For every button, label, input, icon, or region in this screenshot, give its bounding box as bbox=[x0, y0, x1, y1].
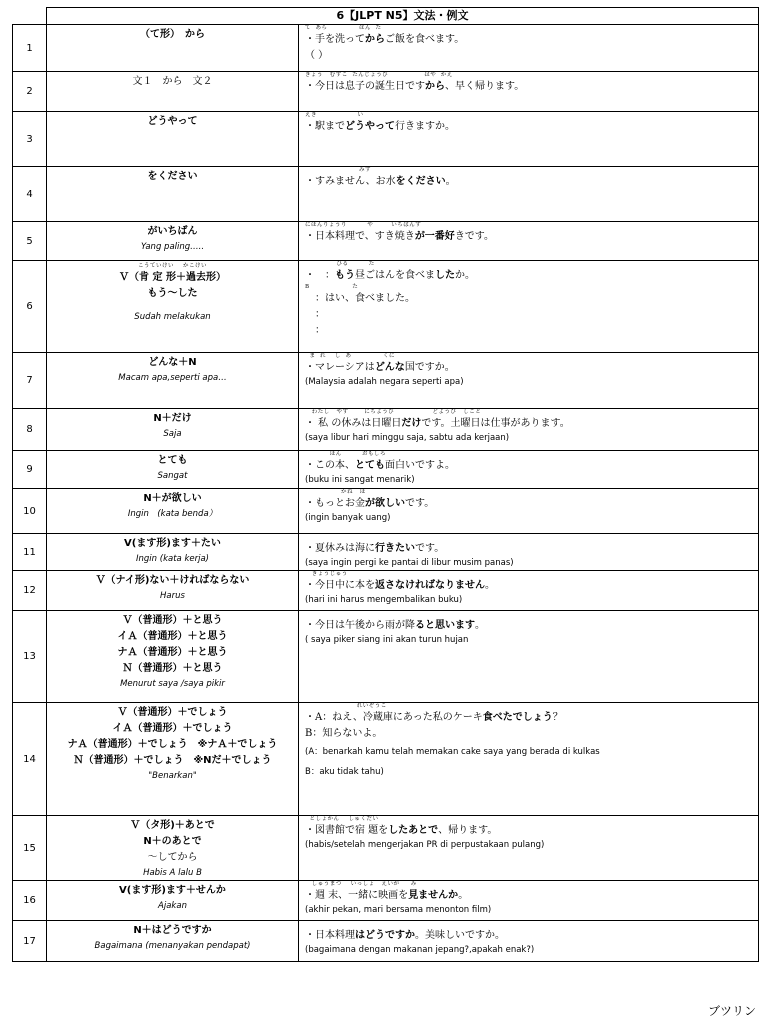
grammar-pattern: Ｖ（普通形）＋と思う bbox=[122, 615, 223, 626]
grammar-meaning: Bagaimana (menanyakan pendapat) bbox=[94, 941, 251, 951]
grammar-pattern: どうやって bbox=[147, 116, 198, 127]
grammar-pattern: をください bbox=[147, 171, 198, 182]
example-text: 。 bbox=[485, 580, 495, 591]
grammar-cell bbox=[47, 112, 299, 167]
grammar-cell bbox=[47, 222, 299, 261]
example-cell bbox=[299, 816, 759, 881]
example-furigana bbox=[305, 921, 758, 928]
grammar-cell bbox=[47, 261, 299, 353]
table-row bbox=[13, 489, 759, 534]
example-sentence bbox=[305, 79, 758, 95]
grammar-pattern: とても bbox=[157, 455, 188, 466]
example-text: 、早く帰ります。 bbox=[445, 81, 525, 92]
example-sentence bbox=[305, 823, 758, 839]
example-cell bbox=[299, 451, 759, 489]
table-row bbox=[13, 534, 759, 571]
grammar-meaning: Sudah melakukan bbox=[134, 312, 211, 322]
example-sentence bbox=[305, 416, 758, 432]
example-furigana: ま れ し あ くに bbox=[305, 353, 395, 359]
example-text: ・A：ねえ、冷蔵庫にあった私のケーキ bbox=[305, 712, 483, 723]
author-signature: ブツリン bbox=[707, 1004, 756, 1018]
example-text: 。 bbox=[475, 620, 485, 631]
example-text: きです。 bbox=[454, 231, 495, 242]
example-highlight: から bbox=[425, 81, 445, 92]
grammar-pattern: Ｖ（肯 定 形＋過去形） bbox=[119, 272, 226, 283]
example-cell bbox=[299, 409, 759, 451]
example-sentence bbox=[305, 268, 758, 284]
row-number: 3 bbox=[13, 112, 47, 167]
example-text: ・今日中に本を bbox=[305, 580, 375, 591]
grammar-cell bbox=[47, 703, 299, 816]
grammar-cell bbox=[47, 816, 299, 881]
example-text: 。美味しいですか。 bbox=[415, 930, 505, 941]
grammar-pattern: （て形） から bbox=[140, 29, 205, 40]
example-text: ・駅まで bbox=[305, 121, 345, 132]
example-text: ？ bbox=[552, 712, 563, 723]
row-number: 16 bbox=[13, 881, 47, 921]
table-row bbox=[13, 112, 759, 167]
example-translation: (ingin banyak uang) bbox=[305, 513, 391, 523]
example-extra-line: ： bbox=[305, 325, 325, 336]
example-furigana: ほん おもしろ bbox=[305, 451, 386, 457]
example-sentence bbox=[305, 710, 758, 726]
row-number: 17 bbox=[13, 921, 47, 962]
example-translation: B：aku tidak tahu) bbox=[305, 767, 384, 777]
example-extra-line: （ ） bbox=[305, 50, 329, 61]
example-sentence bbox=[305, 229, 758, 245]
example-furigana: にほんりょうり や いちばんす bbox=[305, 222, 422, 228]
grammar-pattern: Ｖ（ナイ形)ない＋ければならない bbox=[95, 575, 250, 586]
example-translation: (habis/setelah mengerjakan PR di perpustakaan pulang) bbox=[305, 840, 545, 850]
grammar-pattern: もう～した bbox=[147, 288, 198, 299]
example-highlight: 行きたい bbox=[375, 543, 415, 554]
row-number: 12 bbox=[13, 571, 47, 611]
grammar-meaning: Macam apa,seperti apa… bbox=[118, 373, 227, 383]
example-sentence bbox=[305, 119, 758, 135]
example-text: ご飯を食べます。 bbox=[385, 34, 465, 45]
sheet-title: 6【JLPT N5】文法・例文 bbox=[47, 8, 759, 25]
example-translation: (akhir pekan, mari bersama menonton film) bbox=[305, 905, 492, 915]
grammar-meaning: Yang paling….. bbox=[140, 242, 205, 252]
table-row bbox=[13, 167, 759, 222]
grammar-cell bbox=[47, 409, 299, 451]
grammar-meaning: Sangat bbox=[157, 471, 188, 481]
grammar-pattern: がいちばん bbox=[147, 226, 198, 237]
grammar-cell bbox=[47, 489, 299, 534]
example-text: ・日本料理 bbox=[305, 930, 355, 941]
row-number: 15 bbox=[13, 816, 47, 881]
table-row bbox=[13, 881, 759, 921]
grammar-meaning: Ingin (kata kerja) bbox=[136, 554, 209, 564]
example-text: ・夏休みは海に bbox=[305, 543, 375, 554]
example-translation: (Malaysia adalah negara seperti apa) bbox=[305, 377, 464, 387]
example-text: 。 bbox=[445, 176, 456, 187]
example-text: 国ですか。 bbox=[404, 362, 455, 373]
example-translation: (saya libur hari minggu saja, sabtu ada kerjaan) bbox=[305, 433, 510, 443]
row-number: 6 bbox=[13, 261, 47, 353]
row-number: 1 bbox=[13, 25, 47, 72]
example-extra-line: B た bbox=[305, 284, 359, 290]
example-highlight: ると思います bbox=[415, 620, 475, 631]
example-furigana: きょう むすこ たんじょうび はや かえ bbox=[305, 72, 453, 78]
table-row bbox=[13, 72, 759, 112]
example-text: ・図書館で宿 題を bbox=[305, 825, 389, 836]
row-number: 14 bbox=[13, 703, 47, 816]
example-cell bbox=[299, 489, 759, 534]
example-furigana: ひる た bbox=[305, 261, 375, 267]
example-highlight: とても bbox=[355, 460, 385, 471]
row-number: 5 bbox=[13, 222, 47, 261]
table-row bbox=[13, 921, 759, 962]
table-row bbox=[13, 261, 759, 353]
example-text: 、帰ります。 bbox=[438, 825, 498, 836]
example-furigana: みず bbox=[305, 167, 371, 173]
example-text: か。 bbox=[455, 270, 475, 281]
example-cell bbox=[299, 921, 759, 962]
example-furigana: れいぞうこ bbox=[305, 703, 387, 709]
example-cell bbox=[299, 571, 759, 611]
example-furigana bbox=[305, 534, 758, 541]
grammar-pattern: N＋のあとで bbox=[143, 836, 202, 847]
example-cell bbox=[299, 703, 759, 816]
example-sentence bbox=[305, 32, 758, 48]
example-furigana: かね ほ bbox=[305, 489, 366, 495]
grammar-pattern: Ｎ（普通形）＋でしょう ※Nだ＋でしょう bbox=[73, 755, 272, 766]
example-text: ・すみません、お水 bbox=[305, 176, 396, 187]
example-cell bbox=[299, 611, 759, 703]
example-text: ・週 末、一緒に映画を bbox=[305, 890, 409, 901]
example-sentence bbox=[305, 360, 758, 376]
example-text: です。 bbox=[405, 498, 435, 509]
table-row bbox=[13, 816, 759, 881]
row-number: 7 bbox=[13, 353, 47, 409]
example-text: 行きますか。 bbox=[395, 121, 455, 132]
example-text: 面白いですよ。 bbox=[385, 460, 455, 471]
example-extra-line: B：知らないよ。 bbox=[305, 728, 383, 739]
example-translation: (saya ingin pergi ke pantai di libur musim panas) bbox=[305, 558, 514, 568]
example-text: です。 bbox=[415, 543, 445, 554]
grammar-pattern: V(ます形)ます＋たい bbox=[124, 538, 221, 549]
example-highlight: 返さなければなりません bbox=[375, 580, 485, 591]
grammar-cell bbox=[47, 25, 299, 72]
grammar-table bbox=[12, 7, 759, 962]
title-row bbox=[13, 8, 759, 25]
grammar-cell bbox=[47, 571, 299, 611]
grammar-meaning: Harus bbox=[160, 591, 185, 601]
example-translation: (buku ini sangat menarik) bbox=[305, 475, 415, 485]
grammar-cell bbox=[47, 881, 299, 921]
grammar-pattern: Ｖ（普通形）＋でしょう bbox=[117, 707, 228, 718]
example-highlight: した bbox=[435, 270, 455, 281]
example-highlight: もう bbox=[335, 270, 355, 281]
grammar-pattern: 文１ から 文２ bbox=[132, 76, 213, 87]
table-row bbox=[13, 571, 759, 611]
grammar-cell bbox=[47, 451, 299, 489]
example-translation: ( saya piker siang ini akan turun hujan bbox=[305, 635, 469, 645]
example-cell bbox=[299, 222, 759, 261]
example-extra-line: ：はい、食べました。 bbox=[305, 293, 415, 304]
example-text: です。土曜日は仕事があります。 bbox=[421, 418, 570, 429]
row-number: 11 bbox=[13, 534, 47, 571]
example-highlight: どうやって bbox=[345, 121, 395, 132]
grammar-cell bbox=[47, 611, 299, 703]
table-row bbox=[13, 451, 759, 489]
example-text: ・今日は午後から雨が降 bbox=[305, 620, 415, 631]
example-sentence bbox=[305, 618, 758, 634]
example-furigana bbox=[305, 611, 758, 618]
example-text: ・マレーシアは bbox=[305, 362, 375, 373]
table-row bbox=[13, 222, 759, 261]
example-translation: (bagaimana dengan makanan jepang?,apakah enak?) bbox=[305, 945, 535, 955]
example-text: ・ ： bbox=[305, 270, 335, 281]
example-cell bbox=[299, 353, 759, 409]
example-furigana: えき い bbox=[305, 112, 364, 118]
row-number: 4 bbox=[13, 167, 47, 222]
example-cell bbox=[299, 72, 759, 112]
example-highlight: が一番好 bbox=[414, 231, 455, 242]
grammar-pattern: ナＡ（普通形）＋でしょう ※ナＡ＋でしょう bbox=[67, 739, 278, 750]
example-sentence bbox=[305, 928, 758, 944]
row-number: 2 bbox=[13, 72, 47, 112]
example-furigana: しゅうまつ いっしょ えいが み bbox=[305, 881, 417, 887]
example-sentence bbox=[305, 888, 758, 904]
grammar-cell bbox=[47, 921, 299, 962]
example-text: ・日本料理で、すき焼き bbox=[305, 231, 415, 242]
grammar-cell bbox=[47, 167, 299, 222]
grammar-cell bbox=[47, 534, 299, 571]
table-row bbox=[13, 703, 759, 816]
grammar-pattern: イＡ（普通形）＋でしょう bbox=[112, 723, 233, 734]
example-highlight: から bbox=[365, 34, 385, 45]
example-translation: (A：benarkah kamu telah memakan cake saya yang berada di kulkas bbox=[305, 747, 600, 757]
row-number: 9 bbox=[13, 451, 47, 489]
example-cell bbox=[299, 534, 759, 571]
grammar-pattern: どんな＋N bbox=[148, 357, 197, 368]
example-text: 。 bbox=[458, 890, 469, 901]
example-text: ・この本、 bbox=[305, 460, 355, 471]
example-cell bbox=[299, 112, 759, 167]
table-row bbox=[13, 25, 759, 72]
grammar-meaning: Habis A lalu B bbox=[143, 868, 202, 878]
grammar-pattern: Ｖ（タ形)＋あとで bbox=[130, 820, 215, 831]
example-highlight: 見ませんか bbox=[408, 890, 459, 901]
example-highlight: をください bbox=[395, 176, 446, 187]
example-text: ・ 私 の休みは日曜日 bbox=[305, 418, 402, 429]
example-text: 昼ごはんを食べま bbox=[355, 270, 435, 281]
row-number: 10 bbox=[13, 489, 47, 534]
example-highlight: どんな bbox=[374, 362, 405, 373]
grammar-furigana: こうていけい かこけい bbox=[138, 263, 207, 269]
grammar-pattern: N＋だけ bbox=[153, 413, 192, 424]
example-furigana: て あら はん た bbox=[305, 25, 382, 31]
example-highlight: が欲しい bbox=[365, 498, 405, 509]
example-highlight: はどうですか bbox=[355, 930, 415, 941]
example-furigana: わたし やす にちようび どようび しごと bbox=[305, 409, 482, 415]
example-cell bbox=[299, 25, 759, 72]
grammar-pattern: ナＡ（普通形）＋と思う bbox=[117, 647, 228, 658]
grammar-cell bbox=[47, 353, 299, 409]
row-number: 8 bbox=[13, 409, 47, 451]
example-cell bbox=[299, 881, 759, 921]
example-extra-line: ： bbox=[305, 309, 325, 320]
table-row bbox=[13, 409, 759, 451]
example-sentence bbox=[305, 174, 758, 190]
grammar-pattern: N＋はどうですか bbox=[133, 925, 212, 936]
example-text: ・もっとお金 bbox=[305, 498, 365, 509]
example-sentence bbox=[305, 578, 758, 594]
grammar-cell bbox=[47, 72, 299, 112]
grammar-pattern: イＡ（普通形）＋と思う bbox=[117, 631, 228, 642]
example-sentence bbox=[305, 458, 758, 474]
grammar-meaning: Menurut saya /saya pikir bbox=[120, 679, 225, 689]
grammar-sheet bbox=[12, 7, 758, 962]
example-highlight: だけ bbox=[401, 418, 422, 429]
grammar-pattern: ～してから bbox=[147, 852, 198, 863]
example-sentence bbox=[305, 541, 758, 557]
example-text: ・今日は息子の誕生日です bbox=[305, 81, 425, 92]
row-number: 13 bbox=[13, 611, 47, 703]
example-translation: (hari ini harus mengembalikan buku) bbox=[305, 595, 463, 605]
grammar-meaning: Ajakan bbox=[158, 901, 187, 911]
example-highlight: 食べたでしょう bbox=[482, 712, 553, 723]
example-furigana: としょかん しゅくだい bbox=[305, 816, 379, 822]
example-sentence bbox=[305, 496, 758, 512]
example-cell bbox=[299, 261, 759, 353]
table-row bbox=[13, 353, 759, 409]
grammar-pattern: Ｎ（普通形）＋と思う bbox=[122, 663, 223, 674]
grammar-meaning: "Benarkan" bbox=[148, 771, 197, 781]
table-row bbox=[13, 611, 759, 703]
grammar-pattern: V(ます形)ます＋せんか bbox=[119, 885, 226, 896]
grammar-meaning: Saja bbox=[163, 429, 182, 439]
grammar-pattern: N＋が欲しい bbox=[143, 493, 202, 504]
example-highlight: したあとで bbox=[388, 825, 439, 836]
example-text: ・手を洗って bbox=[305, 34, 365, 45]
example-furigana: きょうじゅう bbox=[305, 571, 348, 577]
example-cell bbox=[299, 167, 759, 222]
grammar-meaning: Ingin (kata benda） bbox=[127, 509, 218, 519]
